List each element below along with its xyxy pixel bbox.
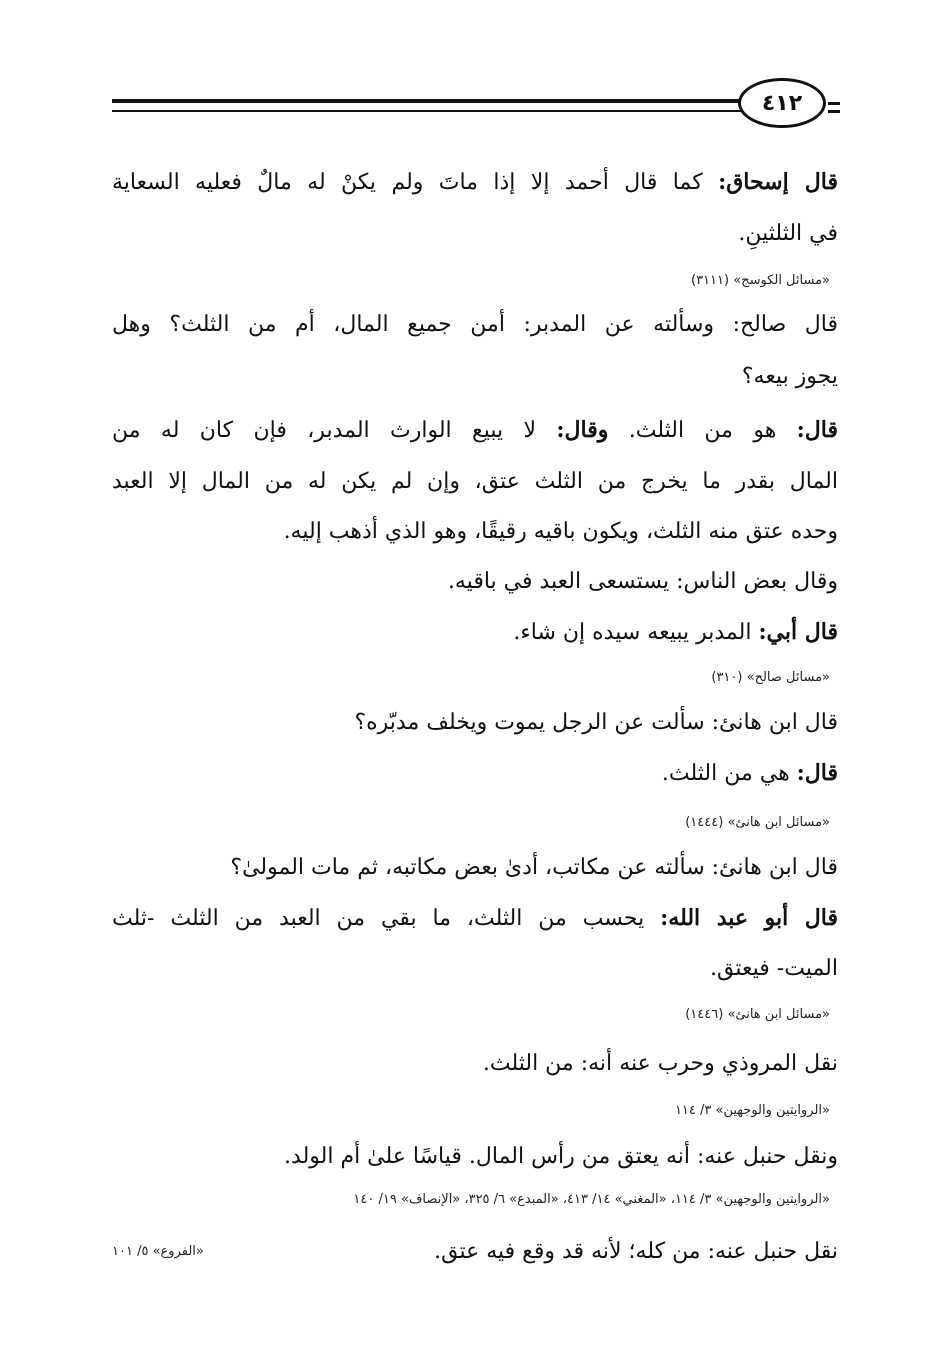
line-text: يحسب من الثلث، ما بقي من العبد من الثلث -ثلث <box>112 906 645 931</box>
text-line: المال بقدر ما يخرج من الثلث عتق، وإن لم يكن له من المال إلا العبد <box>112 469 838 494</box>
text-line: نقل حنبل عنه: من كله؛ لأنه قد وقع فيه عتق. <box>434 1239 838 1264</box>
text-line: الميت- فيعتق. <box>710 956 838 981</box>
speaker-label: قال أبي: <box>758 619 838 645</box>
line-text: المدبر يبيعه سيده إن شاء. <box>513 620 752 645</box>
source-citation: «الروايتين والوجهين» ٣/ ١١٤، «المغني» ١٤/ ٤١٣، «المبدع» ٦/ ٣٢٥، «الإنصاف» ١٩/ ١٤٠ <box>353 1192 830 1207</box>
line-text: هي من الثلث. <box>661 761 790 786</box>
text-line: قال ابن هانئ: سألته عن مكاتب، أدىٰ بعض مكاتبه، ثم مات المولىٰ؟ <box>230 855 838 880</box>
header-rule-tail <box>828 102 840 105</box>
text-line <box>112 162 838 203</box>
text-line <box>112 898 838 939</box>
text-line: يجوز بيعه؟ <box>741 364 838 389</box>
speaker-label: قال: <box>796 760 838 786</box>
header-rule <box>112 99 742 103</box>
text-line <box>662 753 838 794</box>
text-line: وقال بعض الناس: يستسعى العبد في باقيه. <box>447 569 838 594</box>
speaker-label: قال أبو عبد الله: <box>660 905 839 931</box>
source-citation: «مسائل ابن هانئ» (١٤٤٦) <box>685 1007 830 1022</box>
text-line <box>112 410 838 451</box>
speaker-label: وقال: <box>556 417 609 443</box>
header-rule-thin <box>112 110 742 112</box>
text-line: قال صالح: وسألته عن المدبر: أمن جميع المال، أم من الثلث؟ وهل <box>112 312 838 337</box>
text-line <box>513 612 838 653</box>
line-text: كما قال أحمد إلا إذا ماتَ ولم يكنْ له مالٌ فعليه السعاية <box>112 170 703 195</box>
text-line: قال ابن هانئ: سألت عن الرجل يموت ويخلف مدبّره؟ <box>354 710 838 735</box>
source-citation: «مسائل ابن هانئ» (١٤٤٤) <box>685 815 830 830</box>
source-citation: «الروايتين والوجهين» ٣/ ١١٤ <box>674 1103 830 1118</box>
source-citation: «الفروع» ٥/ ١٠١ <box>112 1244 204 1259</box>
header-rule-tail <box>828 110 840 113</box>
page-number: ٤١٢ <box>738 78 826 128</box>
speaker-label: قال إسحاق: <box>718 169 838 195</box>
line-text: لا يبيع الوارث المدبر، فإن كان له من <box>112 418 537 443</box>
source-citation: «مسائل صالح» (٣١٠) <box>711 670 830 685</box>
text-line: ونقل حنبل عنه: أنه يعتق من رأس المال. قياسًا علىٰ أم الولد. <box>284 1144 838 1169</box>
source-citation: «مسائل الكوسج» (٣١١١) <box>691 273 830 288</box>
text-line: نقل المروذي وحرب عنه أنه: من الثلث. <box>482 1051 838 1076</box>
text-line: في الثلثينِ. <box>738 221 838 246</box>
line-text: هو من الثلث. <box>628 418 777 443</box>
speaker-label: قال: <box>796 417 838 443</box>
text-line: وحده عتق منه الثلث، ويكون باقيه رقيقًا، وهو الذي أذهب إليه. <box>283 519 838 544</box>
